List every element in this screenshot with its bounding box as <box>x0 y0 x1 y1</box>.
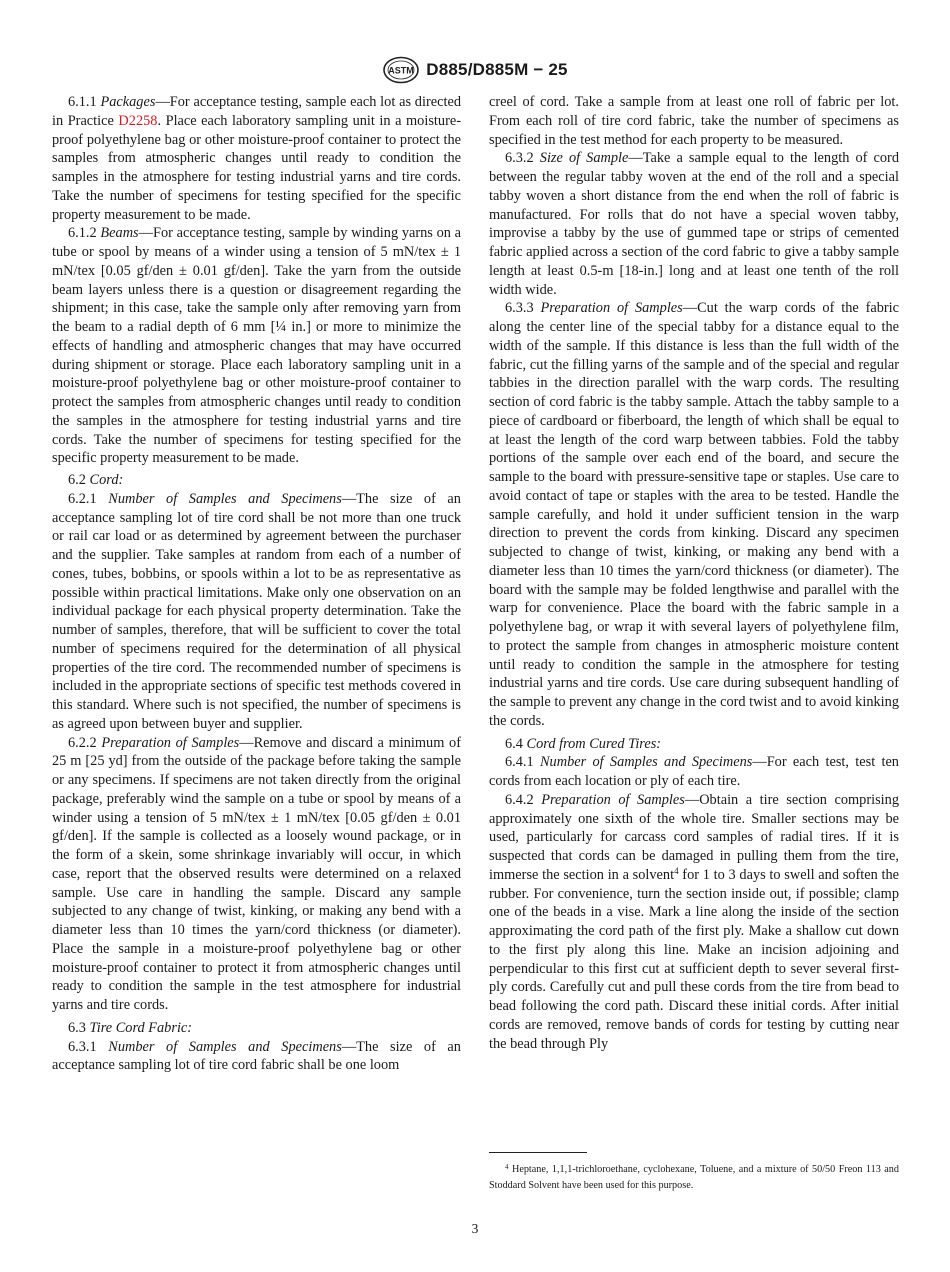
astm-logo-icon <box>382 56 420 84</box>
section-6-3-2: 6.3.2 Size of Sample—Take a sample equal to the length of cord between the regular tabby woven at the end of the roll and a special tabby woven a short distance from the end when the roll of fabric is manufactured. For rolls that do not have a special woven tabby, improvise a tabby by the use of gummed tape or strips of cemented fabric applied across a section of the cord fabric to give a tabby sample length at least 0.5-m [18-in.] long and at least one tenth of the roll width wide. <box>489 150 899 298</box>
footnote-ref-4[interactable]: 4 <box>674 865 679 876</box>
footnotes <box>489 1152 899 1193</box>
section-6-1-2: 6.1.2 Beams—For acceptance testing, sample by winding yarns on a tube or spool by means of a winder using a tension of 5 mN/tex ± 1 mN/tex [0.05 gf/den ± 0.01 gf/den]. Take the yarn from the outside beam layers unless there is a question or disagreement regarding the shipment; in this case, take the sample only after removing yarn from the beam to a radial depth of 6 mm [¼ in.] or more to minimize the effects of handling and atmospheric changes that may have occurred during shipment or storage. Place each laboratory sampling unit in a moisture-proof polyethylene bag or other moisture-proof container to protect the samples from atmospheric changes until ready to condition the samples in the atmosphere for testing industrial yarns and tire cords. Take the number of specimens for testing specified for the specific property measurement to be made. <box>52 225 461 467</box>
page-number: 3 <box>471 1221 479 1236</box>
section-6-2-2: 6.2.2 Preparation of Samples—Remove and discard a minimum of 25 m [25 yd] from the outside of the package before taking the sample or any specimens. If specimens are not taken directly from the original package, preferably wind the sample on a tube or spool by means of a winder using a tension of 5 mN/tex ± 1 mN/tex [0.05 gf/den ± 0.01 gf/den]. If the sample is collected as a loosely wound package, or in the form of a skein, some shrinkage invariably will occur, in which case, report that the observed results were determined on a relaxed sample. Use care in handling the sample. Discard any sample subjected to any change of twist, kinking, or making any bend with a diameter less than 10 times the yarn/cord thickness (or diameter). Place the sample in a moisture-proof polyethylene bag or other moisture-proof container to protect it from atmospheric changes until ready to condition the sample in the test atmosphere for industrial yarns and tire cords. <box>52 734 461 1013</box>
practice-d2258-link[interactable]: D2258 <box>118 112 158 129</box>
section-6-3-3: 6.3.3 Preparation of Samples—Cut the warp cords of the fabric along the center line of the special tabby for a distance equal to the width of the sample. If this distance is less than the full width of the fabric, cut the filling yarns of the sample and of the special and regular tabbies in the direction parallel with the warp cords. The resulting section of cord fabric is the tabby sample. Attach the tabby sample to a piece of cardboard or fiberboard, the length of which shall be equal to at least the length of the cord warp between tabbies. Fold the tabby portions of the sample over each end of the board, and secure the sample to the board with pressure-sensitive tape or staples. Use care to avoid contact of tape or staples with the area to be tested. Handle the sample carefully, and hold it under sufficient tension in the warp direction to prevent the cords from kinking. Discard any specimen subjected to change of twist, kinking, or making any bend with a diameter less than 10 times the yarn/cord thickness (or diameter). The board with the sample may be folded lengthwise and parallel with the warp for convenience. Place the board with the fabric sample in a polyethylene bag, or wrap it with several layers of polyethylene film, to protect the sample from changes in atmospheric moisture content until ready to condition the sample in the atmosphere for testing industrial yarns and tire cords. Use care during subsequent handling of the sample to prevent any change in the cord twist and to avoid kinking the cords. <box>489 300 900 729</box>
section-6-1-1: 6.1.1 Packages—For acceptance testing, sample each lot as directed in Practice D2258. Place each laboratory sampling unit in a moisture-proof polyethylene bag or other moisture-proof container to protect the samples from atmospheric changes until ready to condition the samples in the atmosphere for testing industrial yarns and tire cords. Take the number of specimens for testing specified for the specific property measurement to be made. <box>52 94 462 223</box>
footnote-4: $^4$ Heptane, 1,1,1-trichloroethane, cyclohexane, Toluene, and a mixture of 50/50 Freon 113 and Stoddard Solvent have been used for this purpose. <box>489 1163 899 1191</box>
section-6-4-1: 6.4.1 Number of Samples and Specimens—For each test, test ten cords from each location or ply of each tire. <box>489 754 899 789</box>
footnote-rule <box>489 1152 587 1153</box>
section-6-4-heading: 6.4 Cord from Cured Tires: <box>505 735 662 752</box>
section-6-3-1-continued: creel of cord. Take a sample from at least one roll of fabric per lot. From each roll of tire cord fabric, take the number of specimens as specified in the test method for each property to be measured. <box>489 94 899 148</box>
page-header <box>0 55 950 85</box>
left-column <box>52 93 461 1075</box>
svg-text:ASTM: ASTM <box>388 65 415 76</box>
section-6-2-heading: 6.2 Cord: <box>68 472 124 488</box>
section-6-3-heading: 6.3 Tire Cord Fabric: <box>68 1019 193 1036</box>
section-6-4-2: 6.4.2 Preparation of Samples—Obtain a tire section comprising approximately one sixth of the whole tire. Smaller sections may be used, particularly for carcass cord samples of radial tires. If it is suspected that cords can be damaged in pulling them from the tire, immerse the section in a solvent$^4$ for 1 to 3 days to swell and soften the rubber. For convenience, turn the section inside out, if possible; clamp one of the beads in a vise. Mark a line along the inside of the section approximating the cord path of the first ply. Make a shallow cut down to the first ply along this line. Make an incision adjoining and perpendicular to this first cut at sufficient depth to sever several first-ply cords. Carefully cut and pull these cords from the tire from bead to bead following the cord path. Discard these initial cords. After initial cords are removed, remove bands of cords for testing by cutting near the bead through Ply <box>489 791 899 1052</box>
section-6-2-1: 6.2.1 Number of Samples and Specimens—The size of an acceptance sampling lot of tire cord shall be not more than one truck or rail car load or as determined by agreement between the purchaser and the supplier. Take samples at random from each of a number of cones, tubes, bobbins, or spools within a lot to be as representative as possible within practical limitations. Make only one observation on an individual package for each physical property determination. Take the number of samples, therefore, that will be sufficient to cover the total number of specimens required for the determination of all physical properties of the tire cord. The recommended number of specimens is included in the appropriate sections of specific test methods covered in this standard. Where such is not specified, the number of specimens is as agreed upon between buyer and supplier. <box>52 490 461 732</box>
standard-designation: D885/D885M − 25 <box>426 60 568 79</box>
right-column <box>489 93 899 1053</box>
section-6-3-1: 6.3.1 Number of Samples and Specimens—The size of an acceptance sampling lot of tire cord fabric shall be one loom <box>52 1038 461 1074</box>
